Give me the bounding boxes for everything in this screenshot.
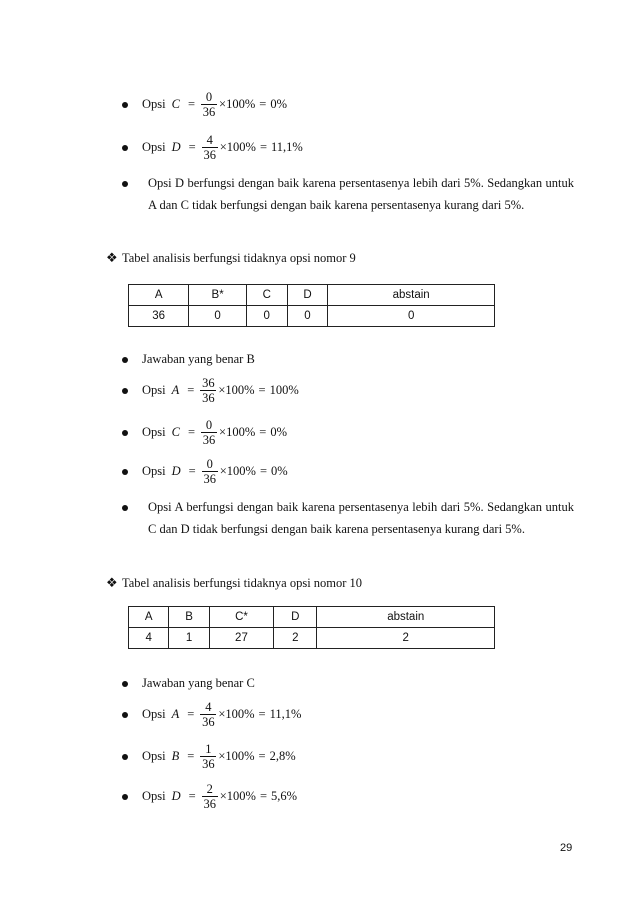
option-variable: D (171, 140, 181, 154)
opsi-word: Opsi (142, 425, 166, 439)
denominator: 36 (202, 391, 215, 405)
bullet (122, 681, 128, 687)
table-cell: 0 (189, 306, 247, 327)
bullet (122, 388, 128, 394)
equals-sign: = (259, 97, 267, 111)
option-variable: C (171, 425, 180, 439)
bullet (122, 794, 128, 800)
numerator: 1 (205, 742, 212, 756)
table-cell: 2 (274, 628, 317, 649)
table-header-row (129, 285, 495, 306)
fraction (202, 782, 218, 811)
conclusion-9: Opsi A berfungsi dengan baik karena persentasenya lebih dari 5%. Sedangkan untuk C dan D tidak berfungsi dengan baik karena persentasenya kurang dari 5%. (148, 500, 574, 536)
answer-line-9 (122, 352, 255, 367)
bullet (122, 712, 128, 718)
times-100-percent: ×100% (218, 383, 255, 397)
formula-line-8c (122, 90, 287, 119)
result: 0% (270, 97, 287, 111)
option-variable: A (171, 707, 180, 721)
table-header-cell: B (169, 607, 209, 628)
opsi-word: Opsi (142, 140, 166, 154)
table-cell: 4 (129, 628, 169, 649)
times-100-percent: ×100% (219, 789, 256, 803)
table-header-cell: A (129, 285, 189, 306)
times-100-percent: ×100% (218, 749, 255, 763)
opsi-word: Opsi (142, 464, 166, 478)
answer-line-10 (122, 676, 255, 691)
denominator: 36 (202, 433, 216, 447)
equals-sign: = (259, 789, 267, 803)
table-cell: 0 (328, 306, 495, 327)
denominator: 36 (203, 797, 216, 811)
fraction (200, 376, 216, 405)
bullet (122, 469, 128, 475)
table-cell: 0 (287, 306, 328, 327)
bullet (122, 754, 128, 760)
table-header-cell: A (129, 607, 169, 628)
result: 5,6% (271, 789, 298, 803)
table-header-row (129, 607, 495, 628)
result: 11,1% (271, 140, 303, 154)
conclusion-8: Opsi D berfungsi dengan baik karena persentasenya lebih dari 5%. Sedangkan untuk A dan C tidak berfungsi dengan baik karena persentasenya kurang dari 5%. (148, 176, 574, 212)
denominator: 36 (203, 472, 216, 486)
fraction (202, 457, 218, 486)
numerator: 4 (206, 133, 213, 147)
diamond-bullet-icon: ❖ (106, 575, 118, 590)
option-variable: D (171, 464, 181, 478)
equals-sign: = (187, 425, 196, 439)
denominator: 36 (203, 148, 216, 162)
table-cell: 36 (129, 306, 189, 327)
formula-line-8d (122, 133, 303, 162)
bullet (122, 505, 128, 511)
section-heading-10: Tabel analisis berfungsi tidaknya opsi nomor 10 (122, 576, 363, 590)
equals-sign: = (188, 140, 196, 154)
equals-sign: = (187, 707, 195, 721)
bullet (122, 145, 128, 151)
denominator: 36 (202, 105, 216, 119)
table-header-cell: D (274, 607, 317, 628)
equals-sign: = (187, 97, 196, 111)
equals-sign: = (187, 749, 195, 763)
result: 2,8% (269, 749, 296, 763)
table-cell: 0 (246, 306, 287, 327)
fraction (201, 418, 217, 447)
analysis-table-9 (128, 284, 495, 327)
table-header-cell: D (287, 285, 328, 306)
fraction (202, 133, 218, 162)
bullet (122, 430, 128, 436)
option-variable: B (171, 749, 180, 763)
table-header-cell: C* (209, 607, 273, 628)
table-header-cell: abstain (317, 607, 495, 628)
numerator: 2 (206, 782, 213, 796)
equals-sign: = (258, 749, 266, 763)
option-variable: C (171, 97, 180, 111)
result: 0% (271, 464, 288, 478)
denominator: 36 (202, 715, 215, 729)
times-100-percent: ×100% (218, 707, 255, 721)
analysis-table-10 (128, 606, 495, 649)
numerator: 4 (205, 700, 212, 714)
diamond-bullet-icon: ❖ (106, 250, 118, 265)
answer-text: Jawaban yang benar B (142, 352, 255, 366)
numerator: 0 (206, 457, 213, 471)
fraction (200, 742, 216, 771)
page-number: 29 (560, 842, 573, 854)
equals-sign: = (259, 425, 267, 439)
equals-sign: = (258, 383, 266, 397)
bullet (122, 181, 128, 187)
formula-line-10b (122, 742, 296, 771)
table-row (129, 628, 495, 649)
result: 100% (269, 383, 299, 397)
fraction (200, 700, 216, 729)
numerator: 36 (202, 376, 215, 390)
opsi-word: Opsi (142, 749, 166, 763)
option-variable: A (171, 383, 180, 397)
table-cell: 2 (317, 628, 495, 649)
formula-line-10d (122, 782, 297, 811)
opsi-word: Opsi (142, 707, 166, 721)
formula-line-9a (122, 376, 299, 405)
equals-sign: = (187, 383, 195, 397)
times-100-percent: ×100% (219, 97, 256, 111)
equals-sign: = (188, 789, 196, 803)
result: 0% (270, 425, 287, 439)
result: 11,1% (269, 707, 302, 721)
numerator: 0 (205, 418, 213, 432)
times-100-percent: ×100% (219, 425, 256, 439)
bullet (122, 357, 128, 363)
opsi-word: Opsi (142, 789, 166, 803)
equals-sign: = (259, 464, 267, 478)
numerator: 0 (205, 90, 213, 104)
denominator: 36 (202, 757, 215, 771)
table-header-cell: B* (189, 285, 247, 306)
equals-sign: = (188, 464, 196, 478)
table-row (129, 306, 495, 327)
formula-line-10a (122, 700, 301, 729)
times-100-percent: ×100% (219, 464, 256, 478)
formula-line-9d (122, 457, 288, 486)
bullet (122, 102, 128, 108)
answer-text: Jawaban yang benar C (142, 676, 255, 690)
times-100-percent: ×100% (219, 140, 256, 154)
equals-sign: = (258, 707, 266, 721)
opsi-word: Opsi (142, 383, 166, 397)
option-variable: D (171, 789, 181, 803)
section-heading-9: Tabel analisis berfungsi tidaknya opsi nomor 9 (122, 251, 356, 265)
equals-sign: = (259, 140, 267, 154)
table-cell: 1 (169, 628, 209, 649)
table-header-cell: abstain (328, 285, 495, 306)
opsi-word: Opsi (142, 97, 166, 111)
table-header-cell: C (246, 285, 287, 306)
table-cell: 27 (209, 628, 273, 649)
formula-line-9c (122, 418, 287, 447)
fraction (201, 90, 217, 119)
